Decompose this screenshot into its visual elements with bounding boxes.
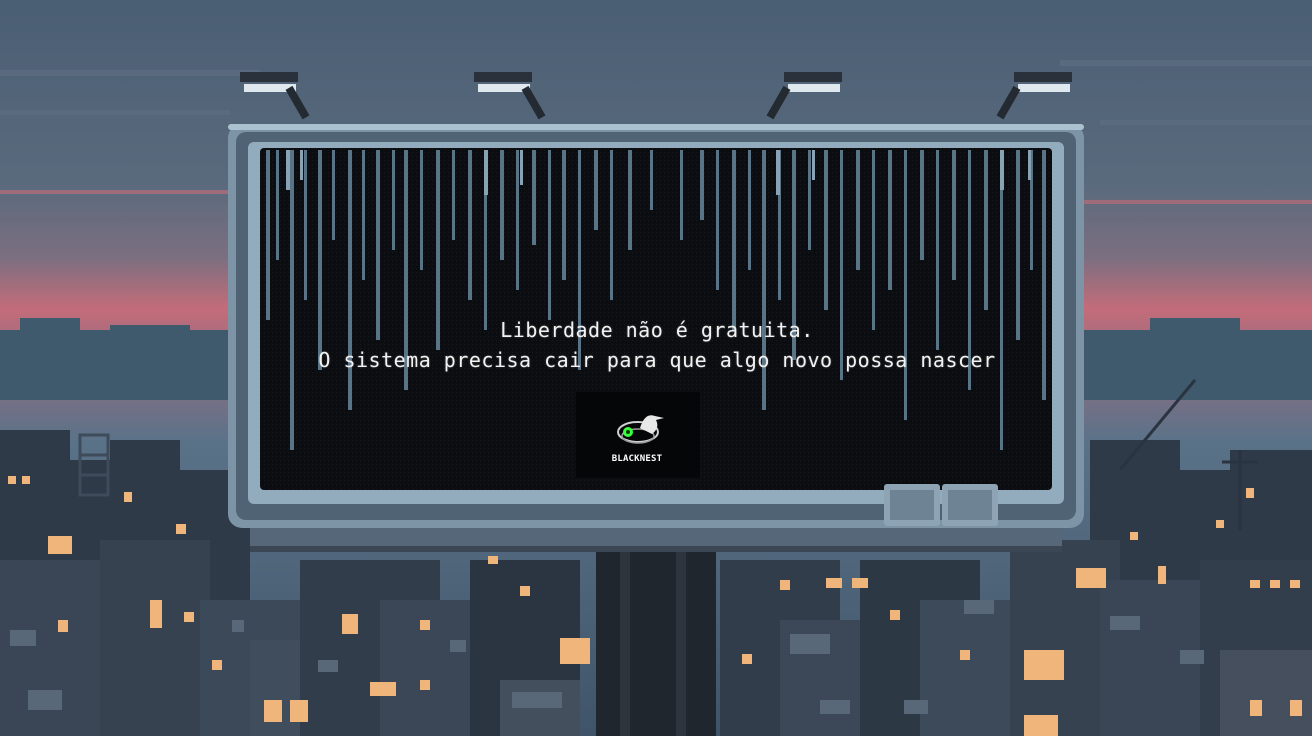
- blacknest-logo-icon: [576, 392, 700, 478]
- logo-text: BLACKNEST: [611, 454, 663, 464]
- billboard-headline: Liberdade não é gratuita.: [500, 318, 814, 342]
- billboard-subline: O sistema precisa cair para que algo novo possa nascer: [318, 348, 996, 372]
